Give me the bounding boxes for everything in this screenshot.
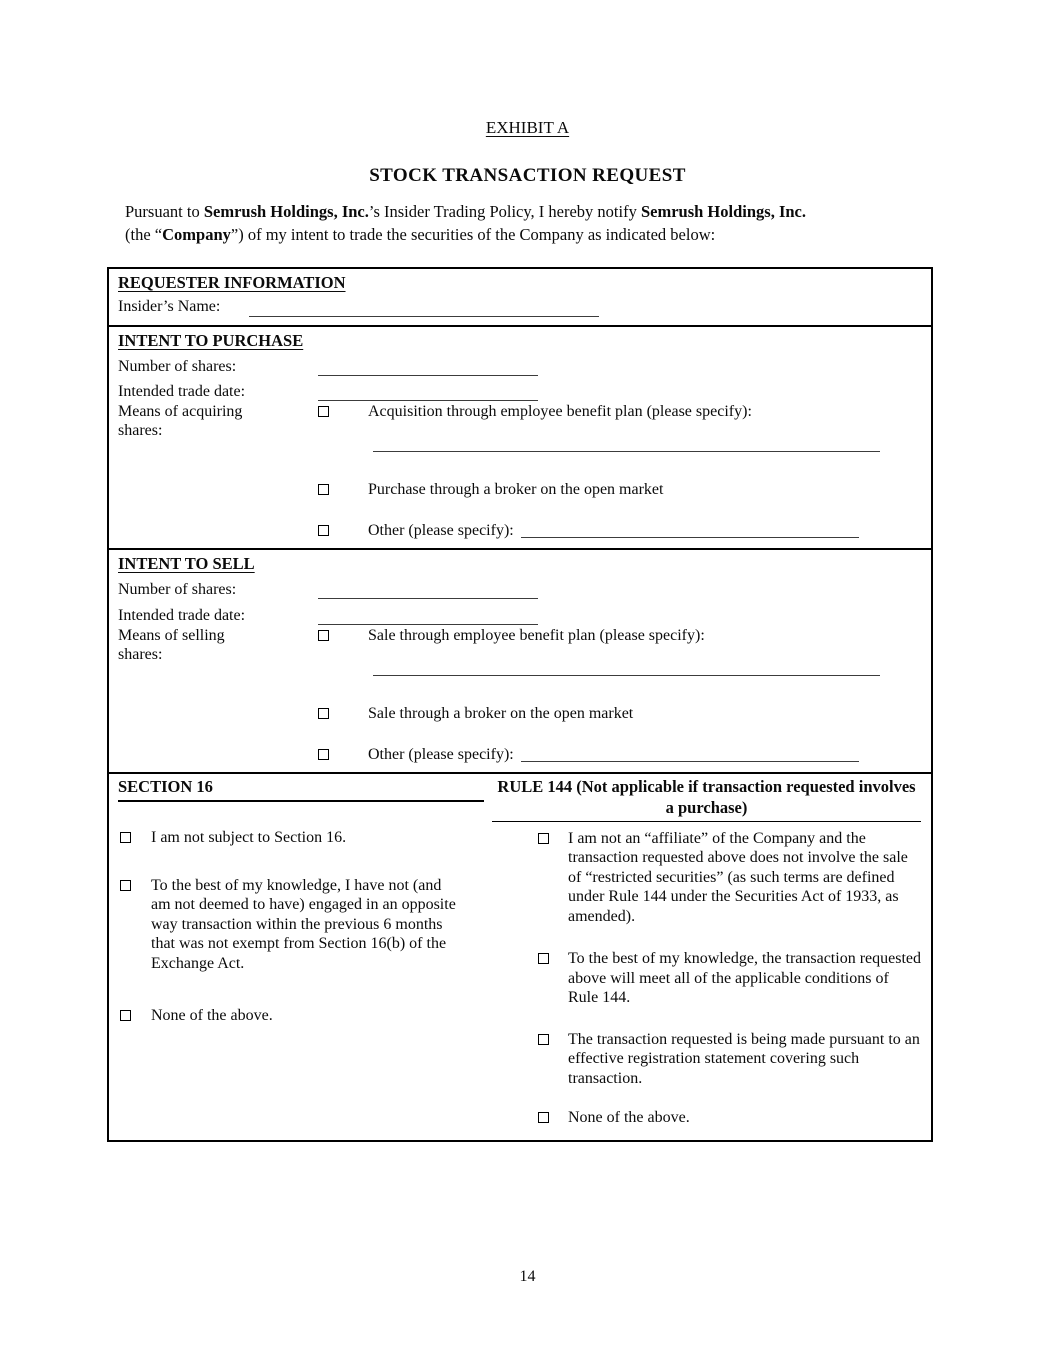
section-16-column [118, 777, 484, 1127]
rule144-not-affiliate-label: I am not an “affiliate” of the Company and the transaction requested above does not involve the sale of “restricted securities” (as such terms are defined under Rule 144 under the Securities Act of 1933, as amended). [568, 829, 908, 925]
rule144-option-registration-statement [538, 1030, 921, 1089]
intro-text: ”) of my intent to trade the securities of the Company as indicated below: [230, 224, 716, 244]
section16-no-opposite-way-label: To the best of my knowledge, I have not (and am not deemed to have) engaged in an opposite way transaction within the previous 6 months that was not exempt from Section 16(b) of the Exchange Act. [151, 876, 456, 972]
purchase-means-row [118, 402, 921, 541]
purchase-trade-date-row [118, 382, 921, 401]
sell-trade-date-label: Intended trade date: [118, 606, 246, 624]
section16-no-opposite-way-checkbox[interactable] [120, 880, 131, 891]
sell-option-other [318, 745, 921, 765]
insider-name-label: Insider’s Name: [118, 297, 221, 315]
rule144-option-not-affiliate [538, 829, 921, 927]
purchase-benefit-plan-label: Acquisition through employee benefit plan (please specify): [368, 402, 752, 420]
section16-not-subject-label: I am not subject to Section 16. [151, 829, 347, 847]
purchase-number-of-shares-input-line[interactable] [318, 357, 538, 376]
rule144-meets-conditions-checkbox[interactable] [538, 953, 549, 964]
section16-none-label: None of the above. [151, 1007, 273, 1025]
rule144-registration-statement-label: The transaction requested is being made pursuant to an effective registration statement covering such transaction. [568, 1030, 920, 1087]
sell-trade-date-row [118, 606, 921, 625]
purchase-number-of-shares-row [118, 357, 921, 376]
rule144-none-checkbox[interactable] [538, 1112, 549, 1123]
sell-option-broker [318, 704, 921, 724]
purchase-number-of-shares-label: Number of shares: [118, 357, 237, 375]
intent-to-purchase-heading: INTENT TO PURCHASE [118, 330, 304, 350]
intro-text: ’s Insider Trading Policy, I hereby notify [368, 202, 641, 221]
sell-option-benefit-plan [318, 626, 921, 646]
sell-trade-date-input-line[interactable] [318, 606, 538, 625]
company-defined-term-bold: Company [162, 224, 231, 244]
requester-information-heading: REQUESTER INFORMATION [118, 272, 346, 292]
rule144-not-affiliate-checkbox[interactable] [538, 833, 549, 844]
intro-text: Pursuant to [125, 202, 204, 221]
sell-number-of-shares-label: Number of shares: [118, 581, 237, 599]
section-intent-to-purchase [109, 325, 931, 549]
sell-other-checkbox[interactable] [318, 749, 329, 760]
purchase-options [318, 402, 921, 541]
sell-benefit-plan-specify-line[interactable] [373, 675, 880, 676]
sell-options [318, 626, 921, 765]
exhibit-title-text: EXHIBIT A [485, 118, 570, 137]
section16-option-no-opposite-way [120, 876, 484, 974]
purchase-benefit-plan-checkbox[interactable] [318, 406, 329, 417]
company-name-bold: Semrush Holdings, Inc. [640, 202, 807, 221]
purchase-option-other [318, 521, 921, 541]
purchase-trade-date-label: Intended trade date: [118, 382, 246, 400]
section16-none-checkbox[interactable] [120, 1010, 131, 1021]
rule144-option-none [538, 1108, 921, 1128]
purchase-means-label: Means of acquiring shares: [118, 402, 243, 440]
stock-transaction-form-table [107, 267, 933, 1142]
form-title: STOCK TRANSACTION REQUEST [369, 165, 686, 186]
sell-number-of-shares-input-line[interactable] [318, 580, 538, 599]
intro-line-2 [125, 224, 1055, 247]
section-16-rule-144-row [109, 772, 931, 1139]
section16-option-not-subject [120, 828, 484, 848]
rule-144-heading: RULE 144 (Not applicable if transaction requested involves a purchase) [492, 777, 921, 821]
purchase-trade-date-input-line[interactable] [318, 382, 538, 401]
company-name-bold: Semrush Holdings, Inc. [203, 202, 369, 221]
intro-text: (the “ [125, 224, 163, 244]
sell-number-of-shares-row [118, 580, 921, 599]
sell-benefit-plan-label: Sale through employee benefit plan (please specify): [368, 626, 705, 644]
section16-not-subject-checkbox[interactable] [120, 832, 131, 843]
purchase-other-label: Other (please specify): [368, 521, 514, 539]
insider-name-row [118, 298, 921, 317]
section16-option-none [120, 1006, 484, 1026]
sell-broker-checkbox[interactable] [318, 708, 329, 719]
section-16-heading: SECTION 16 [118, 777, 484, 802]
intent-to-sell-heading: INTENT TO SELL [118, 554, 255, 574]
sell-means-row [118, 626, 921, 765]
sell-other-specify-line[interactable] [521, 745, 859, 762]
page-number: 14 [519, 1268, 536, 1285]
purchase-other-checkbox[interactable] [318, 525, 329, 536]
rule-144-column [492, 777, 921, 1127]
sell-benefit-plan-checkbox[interactable] [318, 630, 329, 641]
purchase-broker-label: Purchase through a broker on the open market [368, 481, 664, 499]
rule144-none-label: None of the above. [568, 1109, 690, 1127]
sell-other-label: Other (please specify): [368, 745, 514, 763]
exhibit-title [0, 0, 1055, 138]
rule144-meets-conditions-label: To the best of my knowledge, the transaction requested above will meet all of the applicable conditions of Rule 144. [568, 950, 921, 1007]
sell-means-label: Means of selling shares: [118, 626, 225, 664]
section-requester-information [109, 269, 931, 325]
section-intent-to-sell [109, 548, 931, 772]
intro-line-1 [125, 201, 1055, 224]
purchase-benefit-plan-specify-line[interactable] [373, 451, 880, 452]
purchase-option-broker [318, 480, 921, 500]
insider-name-input-line[interactable] [249, 298, 599, 317]
sell-broker-label: Sale through a broker on the open market [368, 705, 634, 723]
rule144-option-meets-conditions [538, 949, 921, 1008]
purchase-option-benefit-plan [318, 402, 921, 422]
purchase-other-specify-line[interactable] [521, 521, 859, 538]
rule144-registration-statement-checkbox[interactable] [538, 1034, 549, 1045]
purchase-broker-checkbox[interactable] [318, 484, 329, 495]
intro-paragraph [125, 201, 1055, 247]
